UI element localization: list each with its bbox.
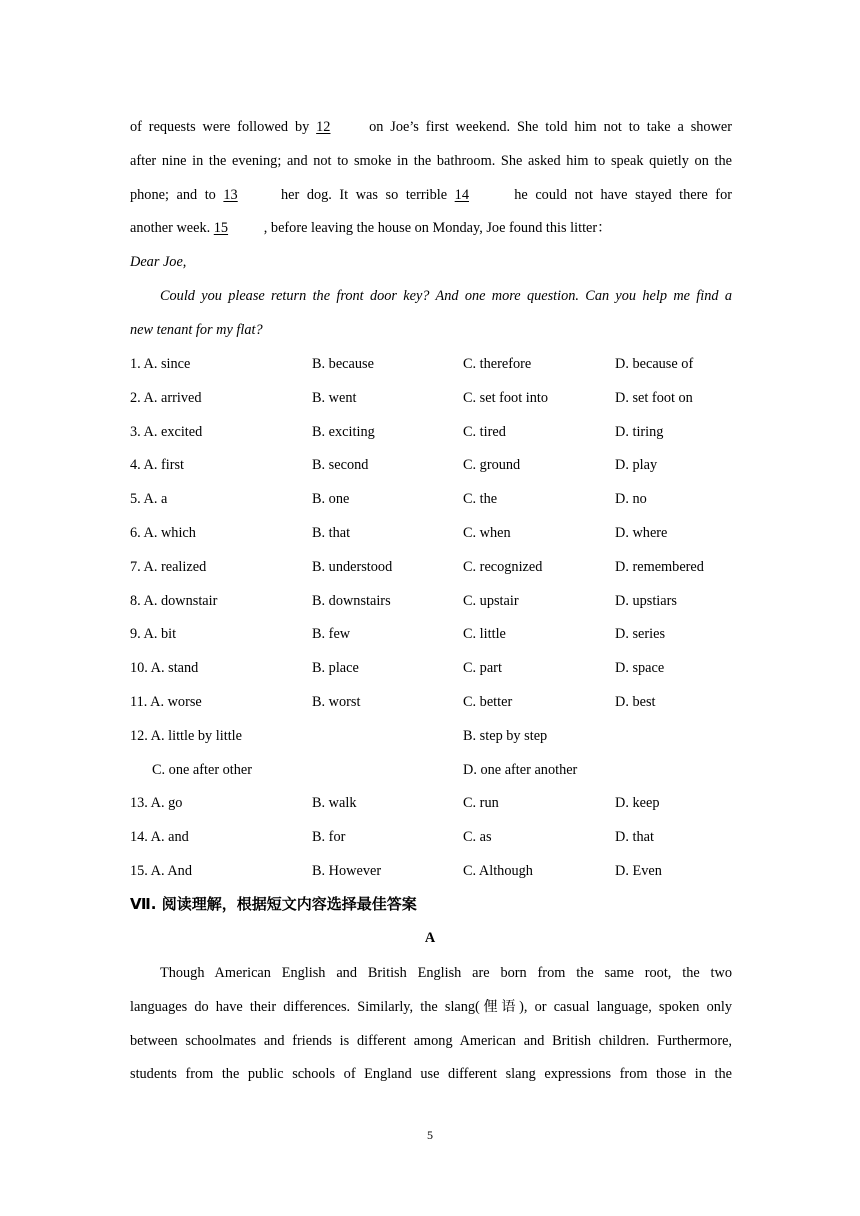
passage-line <box>130 111 732 145</box>
option-a: 10. A. stand <box>130 660 199 677</box>
letter-body-line: new tenant for my flat? <box>130 321 263 338</box>
option-d: D. that <box>615 829 654 846</box>
option-b: B. because <box>312 356 374 372</box>
option-row-5 <box>130 483 750 517</box>
option-b: B. that <box>312 524 351 541</box>
option-d: D. tiring <box>615 423 664 440</box>
passage-text: of requests were followed by <box>130 119 310 135</box>
option-row-14 <box>130 821 750 855</box>
passage-text: , before leaving the house on Monday, Joe found this litter： <box>263 220 612 237</box>
option-row-4 <box>130 449 750 483</box>
option-c: C. ground <box>463 457 521 474</box>
option-b: B. However <box>312 862 382 879</box>
option-b: B. went <box>312 389 357 406</box>
option-c: C. the <box>463 491 498 508</box>
passage-text: another week. <box>130 220 211 237</box>
option-row-7 <box>130 551 750 585</box>
option-a: 6. A. which <box>130 524 196 541</box>
option-row-3 <box>130 416 750 450</box>
option-c: C. Although <box>463 862 533 879</box>
option-a: 2. A. arrived <box>130 389 202 406</box>
option-c: C. run <box>463 795 499 812</box>
option-row-12-cont <box>130 754 750 788</box>
option-c: C. one after other <box>152 761 253 778</box>
option-b: B. worst <box>312 693 361 710</box>
option-a: 7. A. realized <box>130 558 207 575</box>
option-row-8 <box>130 585 750 619</box>
option-c: C. upstair <box>463 592 519 609</box>
option-a: 4. A. first <box>130 457 185 474</box>
option-b: B. for <box>312 829 346 846</box>
option-a: 12. A. little by little <box>130 727 242 744</box>
option-row-9 <box>130 618 750 652</box>
passage-text: her dog. It was so terrible <box>280 186 448 203</box>
option-d: D. set foot on <box>615 389 693 406</box>
option-row-15 <box>130 855 750 889</box>
option-a: 1. A. since <box>130 356 191 372</box>
cloze-passage-continuation <box>130 111 732 246</box>
option-d: D. keep <box>615 795 660 812</box>
option-d: D. space <box>615 660 665 677</box>
option-c: C. little <box>463 626 506 643</box>
option-c: C. tired <box>463 423 506 440</box>
passage-line <box>130 179 732 213</box>
option-b: B. exciting <box>312 423 375 440</box>
option-b: B. step by step <box>463 727 548 744</box>
option-d: D. series <box>615 626 666 643</box>
option-c: C. as <box>463 829 492 846</box>
option-b: B. walk <box>312 795 357 812</box>
letter-body-line: Could you please return the front door key? And one more question. Can you help me find a <box>160 287 732 304</box>
option-b: B. understood <box>312 558 393 575</box>
option-d: D. Even <box>615 862 662 879</box>
passage-line: Though American English and British English are born from the same root, the two <box>160 965 732 981</box>
option-c: C. set foot into <box>463 389 548 406</box>
passage-line: between schoolmates and friends is different among American and British children. Furthermore, <box>130 1032 732 1049</box>
blank-14: 14 <box>454 186 469 203</box>
option-c: C. part <box>463 660 502 677</box>
option-d: D. upstiars <box>615 592 677 609</box>
reading-passage-a <box>130 957 732 1092</box>
option-d: D. play <box>615 457 658 474</box>
option-c: C. recognized <box>463 558 543 575</box>
option-a: 8. A. downstair <box>130 592 218 609</box>
section-heading: Ⅶ. 阅读理解，根据短文内容选择最佳答案 <box>130 895 417 913</box>
answer-options <box>130 348 750 889</box>
option-b: B. few <box>312 626 351 643</box>
option-d: D. no <box>615 491 647 508</box>
passage-text: he could not have stayed there for <box>514 186 732 203</box>
option-row-6 <box>130 517 750 551</box>
option-a: 5. A. a <box>130 491 168 508</box>
option-c: C. better <box>463 693 513 710</box>
option-row-1 <box>130 348 750 382</box>
option-d: D. where <box>615 524 668 541</box>
option-a: 11. A. worse <box>130 693 202 710</box>
option-a: 9. A. bit <box>130 626 177 643</box>
passage-title: A <box>424 930 436 946</box>
option-row-11 <box>130 686 750 720</box>
passage-line: students from the public schools of England use different slang expressions from those in the <box>130 1066 732 1083</box>
option-row-10 <box>130 652 750 686</box>
passage-text: on Joe’s first weekend. She told him not to take a shower <box>369 119 733 135</box>
letter <box>130 246 732 347</box>
option-row-12 <box>130 720 750 754</box>
option-b: B. downstairs <box>312 592 391 609</box>
option-b: B. one <box>312 491 350 508</box>
passage-line <box>130 212 732 246</box>
option-d: D. best <box>615 693 656 710</box>
option-b: B. place <box>312 660 359 677</box>
passage-line: languages do have their differences. Similarly, the slang(俚语), or casual language, spoken only <box>130 998 732 1015</box>
blank-15: 15 <box>213 220 229 237</box>
option-a: 14. A. and <box>130 829 189 846</box>
passage-line: after nine in the evening; and not to smoke in the bathroom. She asked him to speak quietly on the <box>130 152 732 169</box>
option-c: C. therefore <box>463 356 532 372</box>
blank-13: 13 <box>223 186 238 203</box>
option-row-13 <box>130 787 750 821</box>
blank-12: 12 <box>316 119 331 135</box>
option-b: B. second <box>312 457 369 474</box>
option-d: D. remembered <box>615 558 704 575</box>
option-a: 13. A. go <box>130 795 183 812</box>
option-a: 15. A. And <box>130 862 192 879</box>
option-a: 3. A. excited <box>130 423 203 440</box>
option-c: C. when <box>463 524 511 541</box>
option-d: D. because of <box>615 356 694 372</box>
option-row-2 <box>130 382 750 416</box>
letter-greeting: Dear Joe, <box>130 254 187 270</box>
page-number: 5 <box>427 1128 433 1142</box>
passage-text: phone; and to <box>130 186 216 203</box>
option-d: D. one after another <box>463 761 578 778</box>
